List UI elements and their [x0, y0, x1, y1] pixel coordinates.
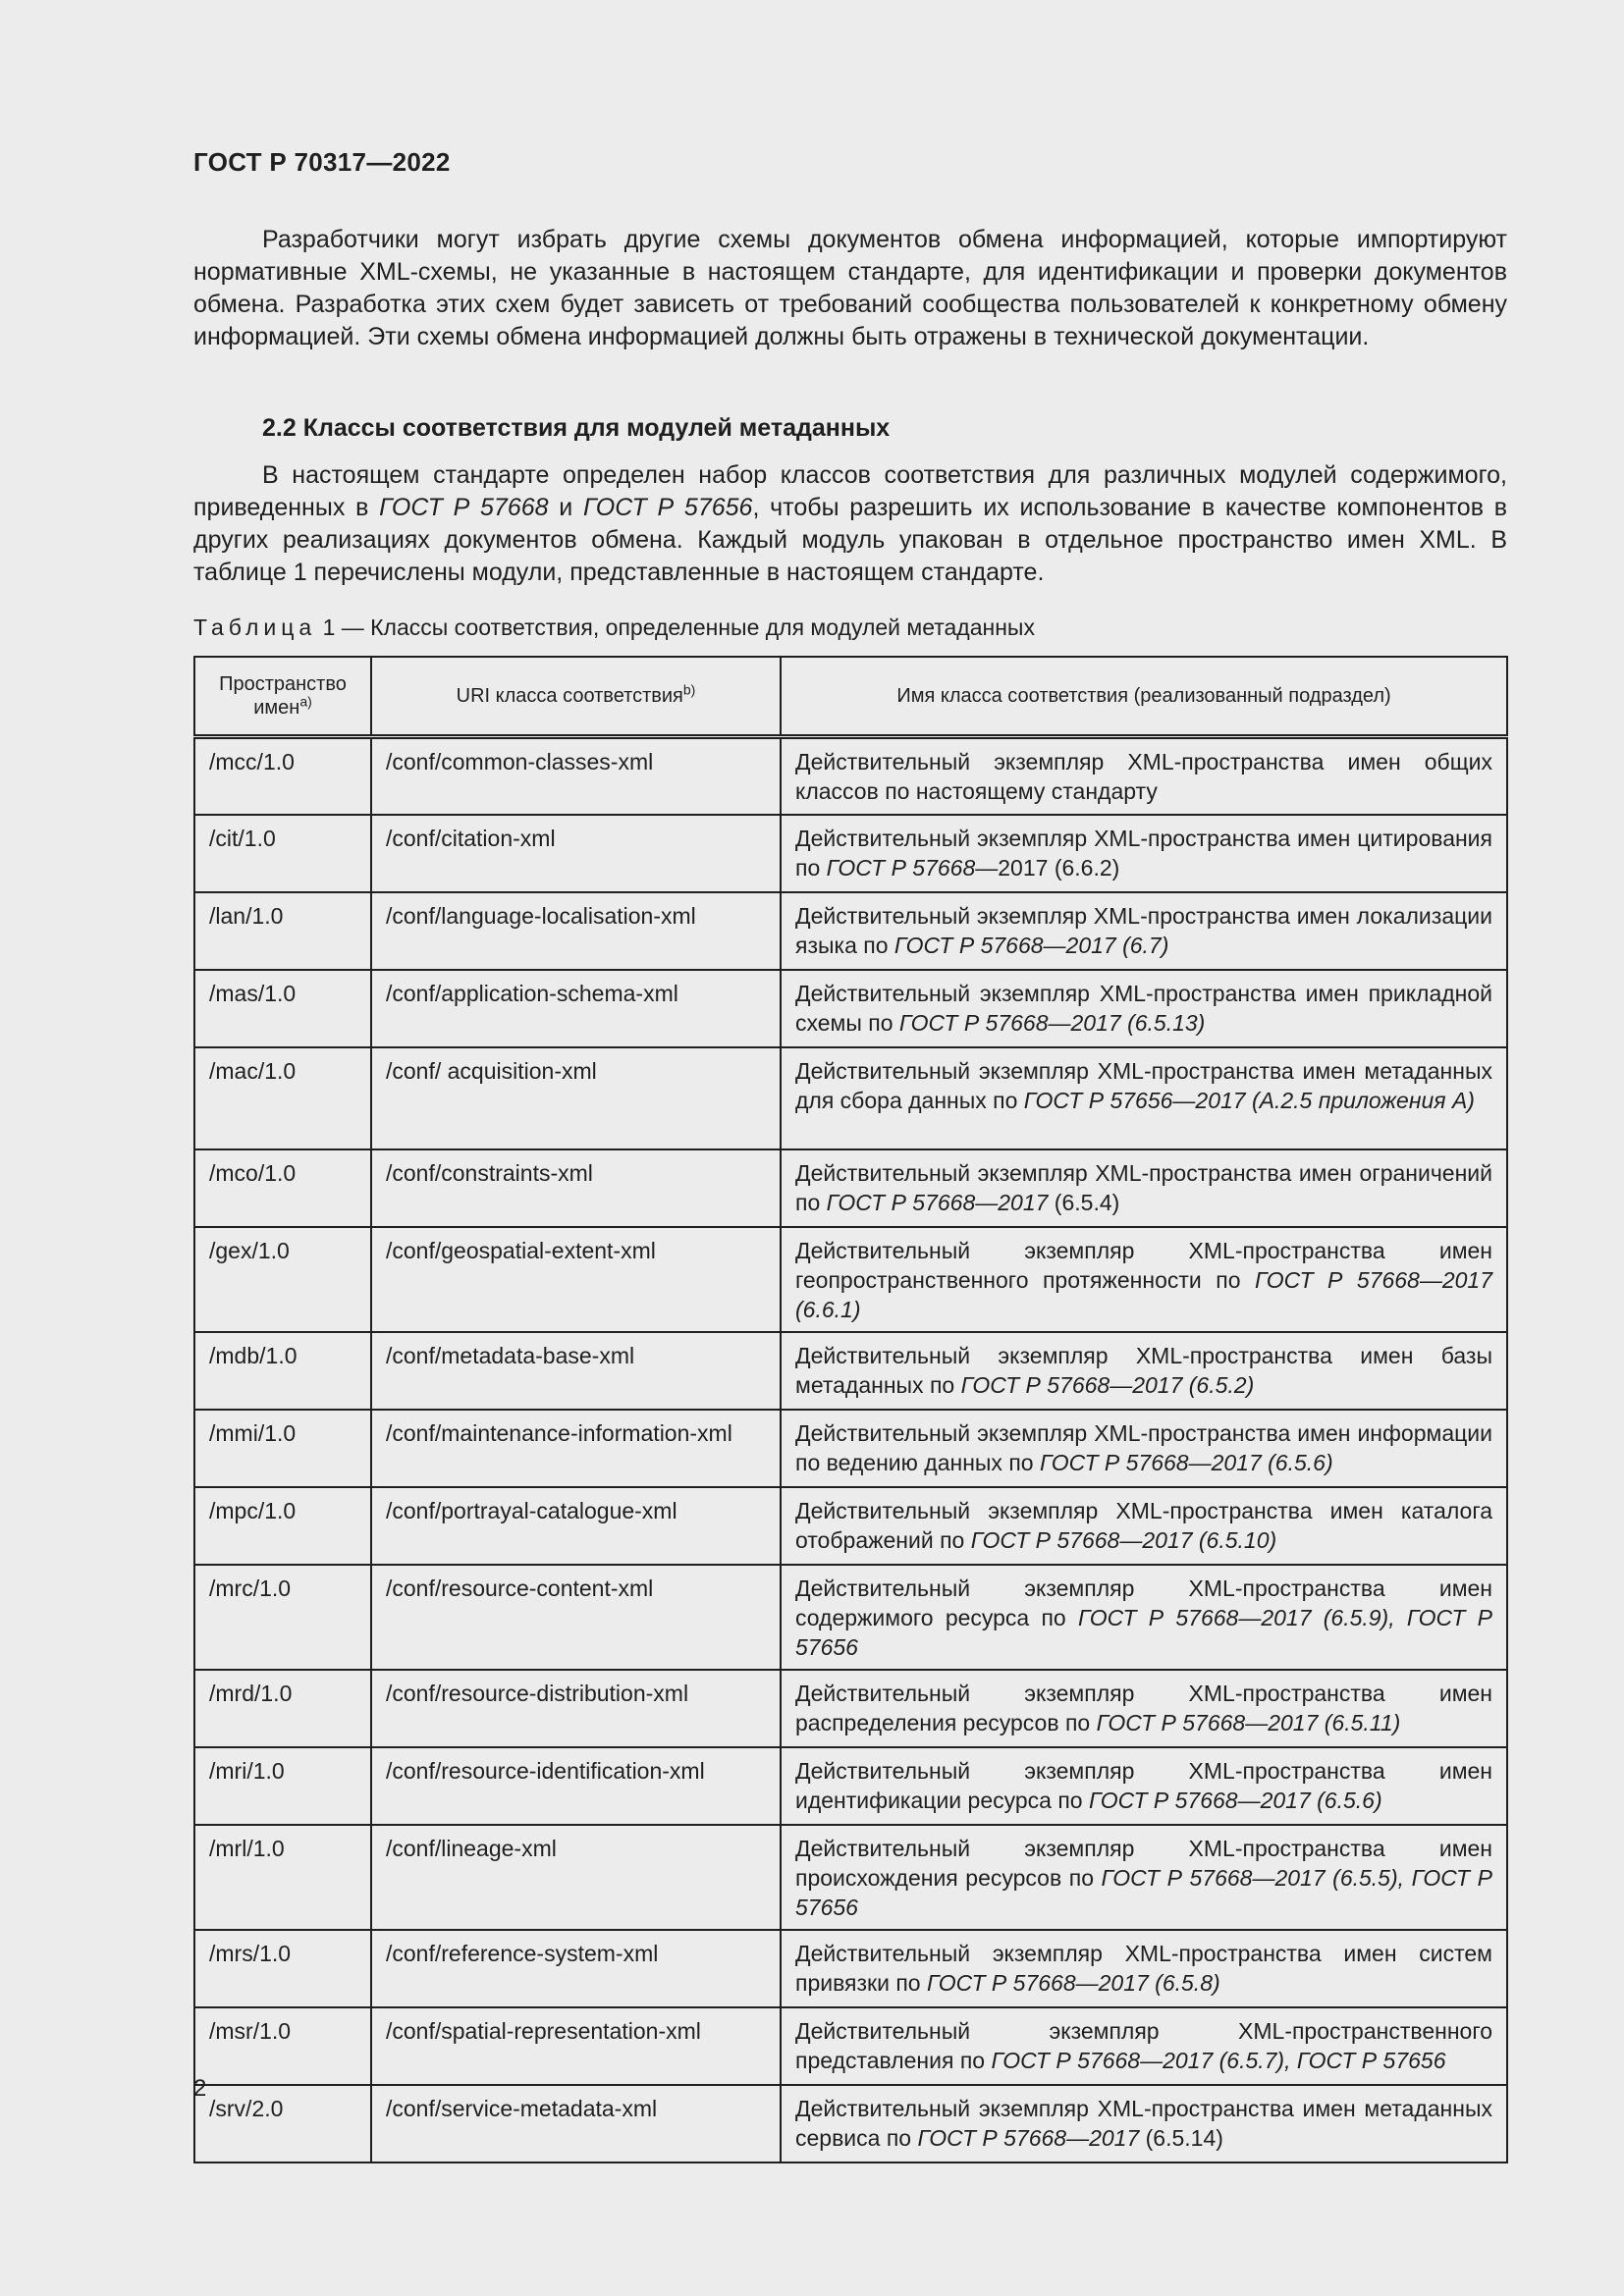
class-name-text: Действительный экземпляр XML-пространства имен каталога отображений по [795, 1497, 1492, 1553]
table-row [194, 2007, 1507, 2085]
footnote-marker: b) [682, 681, 696, 698]
uri-cell: /conf/portrayal-catalogue-xml [371, 1487, 781, 1565]
standard-reference: ГОСТ Р 57668 [379, 494, 549, 521]
uri-cell: /conf/resource-identification-xml [371, 1747, 781, 1825]
class-name-text: Действительный экземпляр XML-пространства имен геопространственного протяженности по [795, 1237, 1492, 1293]
class-name-text: Действительный экземпляр XML-пространственного представления по [795, 2017, 1492, 2073]
table-row [194, 1227, 1507, 1332]
namespace-cell: /mcc/1.0 [194, 737, 371, 815]
table-row [194, 1332, 1507, 1410]
namespace-cell: /mmi/1.0 [194, 1410, 371, 1487]
paragraph-conformance [193, 459, 1507, 589]
namespace-cell: /gex/1.0 [194, 1227, 371, 1332]
standard-reference: ГОСТ Р 57668—2017 (6.5.9), ГОСТ Р 57656 [795, 1604, 1492, 1660]
class-name-suffix: —2017 (6.6.2) [975, 854, 1120, 881]
table-row [194, 1410, 1507, 1487]
table-row [194, 970, 1507, 1047]
class-name-cell [781, 1487, 1507, 1565]
class-name-text: Действительный экземпляр XML-пространства имен цитирования по [795, 825, 1492, 881]
class-name-cell [781, 1930, 1507, 2007]
table-row [194, 892, 1507, 970]
namespace-cell: /cit/1.0 [194, 815, 371, 892]
table-caption [193, 614, 1035, 641]
namespace-cell: /mrs/1.0 [194, 1930, 371, 2007]
uri-cell: /conf/reference-system-xml [371, 1930, 781, 2007]
class-name-cell [781, 1149, 1507, 1227]
namespace-cell: /mdb/1.0 [194, 1332, 371, 1410]
class-name-cell [781, 892, 1507, 970]
paragraph-text: В настоящем стандарте определен набор классов соответствия для различных модулей содержимого, приведенных в [193, 461, 1507, 521]
standard-reference: ГОСТ Р 57656—2017 (А.2.5 приложения А) [1023, 1087, 1475, 1113]
standard-reference: ГОСТ Р 57668—2017 [826, 1189, 1049, 1215]
page-number: 2 [193, 2075, 207, 2102]
table-header-row [194, 657, 1507, 737]
class-name-text: Действительный экземпляр XML-пространства имен прикладной схемы по [795, 980, 1492, 1036]
standard-reference: ГОСТ Р 57668—2017 (6.5.10) [970, 1526, 1277, 1553]
class-name-text: Действительный экземпляр XML-пространства имен метаданных сервиса по [795, 2095, 1492, 2151]
uri-cell: /conf/service-metadata-xml [371, 2085, 781, 2163]
table-caption-text: 1 — Классы соответствия, определенные для модулей метаданных [316, 614, 1035, 640]
uri-cell: /conf/application-schema-xml [371, 970, 781, 1047]
uri-cell: /conf/maintenance-information-xml [371, 1410, 781, 1487]
namespace-cell: /mrd/1.0 [194, 1670, 371, 1747]
header-namespace [194, 657, 371, 737]
class-name-cell [781, 1332, 1507, 1410]
header-class-name: Имя класса соответствия (реализованный подраздел) [781, 657, 1507, 737]
class-name-text: Действительный экземпляр XML-пространства имен локализации языка по [795, 902, 1492, 958]
table-row [194, 2085, 1507, 2163]
paragraph-text: , чтобы разрешить их использование в качестве компонентов в других реализациях документов обмена. Каждый модуль упакован в отдельное пространство имен XML. В таблице 1 перечислены модули, представленные в настоящем стандарте. [193, 494, 1508, 586]
namespace-cell: /mpc/1.0 [194, 1487, 371, 1565]
namespace-cell: /mri/1.0 [194, 1747, 371, 1825]
conformance-classes-table [193, 656, 1508, 2163]
class-name-text: Действительный экземпляр XML-пространства имен идентификации ресурса по [795, 1757, 1492, 1813]
class-name-text: Действительный экземпляр XML-пространства имен происхождения ресурсов по [795, 1835, 1492, 1891]
standard-reference: ГОСТ Р 57668—2017 (6.5.11) [1096, 1709, 1401, 1735]
class-name-cell [781, 1747, 1507, 1825]
standard-reference: ГОСТ Р 57668—2017 (6.5.2) [960, 1371, 1255, 1398]
class-name-text: Действительный экземпляр XML-пространства имен распределения ресурсов по [795, 1680, 1492, 1735]
standard-reference: ГОСТ Р 57668 [826, 854, 976, 881]
class-name-text: Действительный экземпляр XML-пространства имен ограничений по [795, 1159, 1492, 1215]
uri-cell: /conf/language-localisation-xml [371, 892, 781, 970]
uri-cell: /conf/geospatial-extent-xml [371, 1227, 781, 1332]
class-name-cell [781, 1825, 1507, 1930]
class-name-cell [781, 1670, 1507, 1747]
table-row [194, 1670, 1507, 1747]
class-name-text: Действительный экземпляр XML-пространства имен систем привязки по [795, 1940, 1492, 1996]
standard-reference: ГОСТ Р 57668—2017 (6.5.5), ГОСТ Р 57656 [795, 1864, 1492, 1920]
namespace-cell: /srv/2.0 [194, 2085, 371, 2163]
class-name-cell [781, 1410, 1507, 1487]
standard-code: ГОСТ Р 70317—2022 [193, 147, 451, 177]
standard-reference: ГОСТ Р 57668—2017 (6.5.8) [927, 1969, 1220, 1996]
uri-cell: /conf/spatial-representation-xml [371, 2007, 781, 2085]
table-row [194, 815, 1507, 892]
class-name-suffix: (6.5.14) [1139, 2124, 1223, 2151]
class-name-text: Действительный экземпляр XML-пространства имен метаданных для сбора данных по [795, 1057, 1492, 1113]
class-name-text: Действительный экземпляр XML-пространства имен базы метаданных по [795, 1342, 1492, 1398]
standard-reference: ГОСТ Р 57668—2017 [917, 2124, 1140, 2151]
class-name-cell [781, 1047, 1507, 1149]
namespace-cell: /lan/1.0 [194, 892, 371, 970]
class-name-cell [781, 815, 1507, 892]
namespace-cell: /mrl/1.0 [194, 1825, 371, 1930]
class-name-cell [781, 1227, 1507, 1332]
standard-reference: ГОСТ Р 57668—2017 (6.7) [893, 932, 1169, 958]
class-name-text: Действительный экземпляр XML-пространства имен общих классов по настоящему стандарту [795, 749, 1492, 804]
class-name-suffix: (6.5.4) [1048, 1189, 1120, 1215]
uri-cell: /conf/resource-distribution-xml [371, 1670, 781, 1747]
uri-cell: /conf/citation-xml [371, 815, 781, 892]
table-row [194, 1930, 1507, 2007]
namespace-cell: /mco/1.0 [194, 1149, 371, 1227]
standard-reference: ГОСТ Р 57668—2017 (6.5.6) [1088, 1787, 1382, 1813]
uri-cell: /conf/lineage-xml [371, 1825, 781, 1930]
header-uri [371, 657, 781, 737]
table-row [194, 1047, 1507, 1149]
table-row [194, 1565, 1507, 1670]
header-namespace-label: Пространство имен [219, 673, 347, 719]
namespace-cell: /mrc/1.0 [194, 1565, 371, 1670]
namespace-cell: /mac/1.0 [194, 1047, 371, 1149]
uri-cell: /conf/metadata-base-xml [371, 1332, 781, 1410]
table-row [194, 1487, 1507, 1565]
class-name-cell [781, 970, 1507, 1047]
paragraph-intro: Разработчики могут избрать другие схемы документов обмена информацией, которые импортируют нормативные XML-схемы, не указанные в настоящем стандарте, для идентификации и проверки документов обмена. Разработка этих схем будет зависеть от требований сообщества пользователей к конкретному обмену информацией. Эти схемы обмена информацией должны быть отражены в технической документации. [193, 226, 1507, 350]
table-body [194, 737, 1507, 2163]
class-name-cell [781, 737, 1507, 815]
namespace-cell: /msr/1.0 [194, 2007, 371, 2085]
standard-reference: ГОСТ Р 57668—2017 (6.5.13) [898, 1009, 1206, 1036]
table-row [194, 1825, 1507, 1930]
namespace-cell: /mas/1.0 [194, 970, 371, 1047]
header-uri-label: URI класса соответствия [456, 685, 683, 707]
class-name-cell [781, 2007, 1507, 2085]
class-name-text: Действительный экземпляр XML-пространства имен информации по ведению данных по [795, 1419, 1492, 1475]
table-row [194, 1747, 1507, 1825]
uri-cell: /conf/ acquisition-xml [371, 1047, 781, 1149]
table-caption-label: Таблица [193, 614, 317, 640]
standard-reference: ГОСТ Р 57668—2017 (6.5.7), ГОСТ Р 57656 [991, 2047, 1446, 2073]
standard-reference: ГОСТ Р 57656 [583, 494, 753, 521]
class-name-cell [781, 2085, 1507, 2163]
uri-cell: /conf/common-classes-xml [371, 737, 781, 815]
footnote-marker: a) [299, 693, 312, 710]
standard-reference: ГОСТ Р 57668—2017 (6.6.1) [795, 1266, 1492, 1322]
paragraph-text: и [548, 494, 584, 521]
uri-cell: /conf/constraints-xml [371, 1149, 781, 1227]
uri-cell: /conf/resource-content-xml [371, 1565, 781, 1670]
table-row [194, 737, 1507, 815]
section-heading: 2.2 Классы соответствия для модулей метаданных [262, 414, 891, 442]
standard-reference: ГОСТ Р 57668—2017 (6.5.6) [1039, 1449, 1333, 1475]
table-row [194, 1149, 1507, 1227]
class-name-text: Действительный экземпляр XML-пространства имен содержимого ресурса по [795, 1575, 1492, 1630]
class-name-cell [781, 1565, 1507, 1670]
